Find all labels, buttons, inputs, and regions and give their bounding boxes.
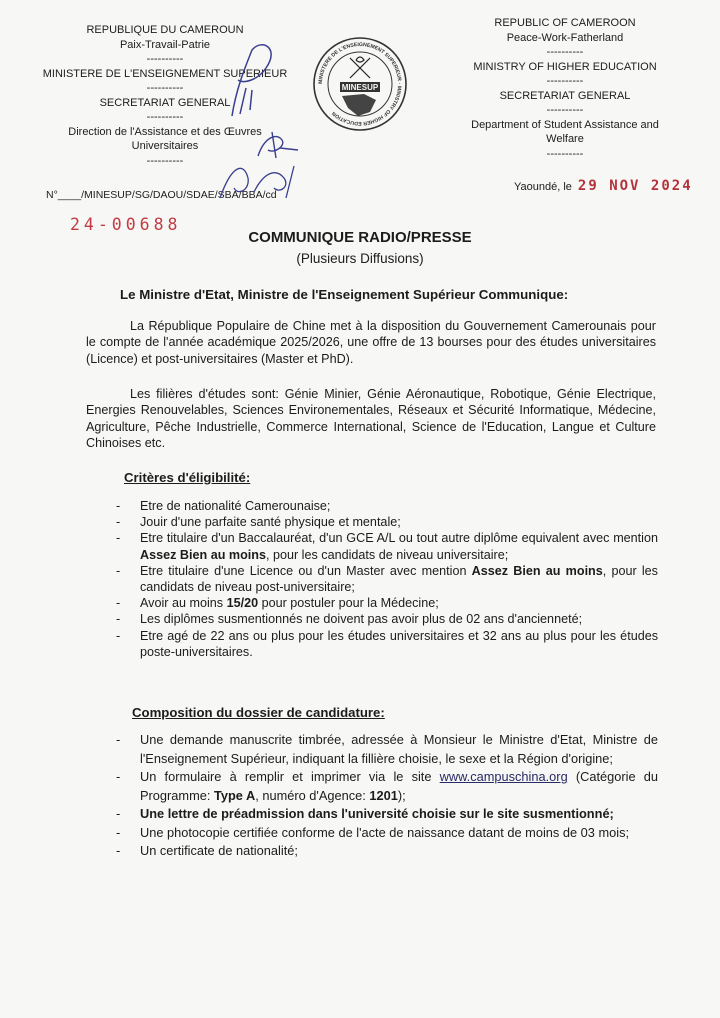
eligibility-heading: Critères d'éligibilité: (124, 470, 251, 485)
list-item: - Etre de nationalité Camerounaise; (86, 498, 658, 514)
date-prefix: Yaoundé, le (514, 181, 572, 193)
header-separator: ---------- (146, 111, 184, 123)
list-item: - Les diplômes susmentionnés ne doivent pas avoir plus de 02 ans d'ancienneté; (86, 611, 658, 627)
communique-title: COMMUNIQUE RADIO/PRESSE (248, 229, 472, 246)
header-left-direction-cont: Universitaires (131, 140, 199, 152)
header-right-motto: Peace-Work-Fatherland (506, 31, 624, 44)
header-separator: ---------- (546, 104, 584, 116)
header-right-secretariat: SECRETARIAT GENERAL (499, 89, 631, 102)
list-item: - Une photocopie certifiée conforme de l'acte de naissance datant de moins de 03 mois; (86, 824, 658, 843)
date-line (514, 178, 693, 194)
header-right (450, 16, 680, 161)
list-item: - Jouir d'une parfaite santé physique et mentale; (86, 514, 658, 530)
paragraph-fields: Les filières d'études sont: Génie Minier, Génie Aéronautique, Robotique, Génie Electrique, Energies Renouvelables, Sciences Environementales, Réseaux et Sécurité Informatique, Médecine, Agriculture, Pêche Industrielle, Commerce International, Science de l'Education, Langue et Culture Chinoises etc. (86, 387, 656, 450)
header-left (40, 23, 290, 168)
seal-ring-text: MINISTERE DE L'ENSEIGNEMENT SUPERIEUR · MINISTRY OF HIGHER EDUCATION (317, 41, 403, 127)
eligibility-list (86, 498, 658, 660)
header-right-department-cont: Welfare (546, 133, 584, 145)
header-separator: ---------- (546, 75, 584, 87)
date-stamp: 29 NOV 2024 (577, 178, 693, 194)
minesup-seal-logo (312, 36, 408, 132)
minister-line: Le Ministre d'Etat, Ministre de l'Enseignement Supérieur Communique: (120, 287, 569, 302)
list-item: - Un formulaire à remplir et imprimer via le site www.campuschina.org (Catégorie du Programme: Type A, numéro d'Agence: 1201); (86, 768, 658, 805)
header-separator: ---------- (146, 53, 184, 65)
header-left-country: REPUBLIQUE DU CAMEROUN (86, 24, 244, 36)
header-separator: ---------- (146, 154, 184, 167)
list-item: - Une demande manuscrite timbrée, adressée à Monsieur le Ministre d'Etat, Ministre de l'Enseignement Supérieur, indiquant la fillière choisie, le sexe et la Région d'origine; (86, 731, 658, 768)
header-left-direction: Direction de l'Assistance et des Œuvres (68, 125, 262, 138)
list-item: - Un certificate de nationalité; (86, 842, 658, 861)
header-left-secretariat: SECRETARIAT GENERAL (99, 96, 231, 109)
registration-number-stamp: 24-00688 (70, 215, 182, 234)
list-item: - Etre titulaire d'un Baccalauréat, d'un GCE A/L ou tout autre diplôme equivalent avec mention Assez Bien au moins, pour les candidats de niveau universitaire; (86, 530, 658, 562)
reference-number: N°____/MINESUP/SG/DAOU/SDAE/SBA/BBA/cd (46, 189, 277, 201)
list-item: - Avoir au moins 15/20 pour postuler pour la Médecine; (86, 595, 658, 611)
header-right-department: Department of Student Assistance and (471, 118, 659, 131)
seal-label: MINESUP (341, 83, 379, 92)
paragraph-offer: La République Populaire de Chine met à la disposition du Gouvernement Camerounais pour le compte de l'année académique 2025/2026, une offre de 13 bourses pour des études universitaires (Licence) et post-universitaires (Master et PhD). (86, 319, 656, 366)
header-separator: ---------- (146, 82, 184, 94)
header-left-ministry: MINISTERE DE L'ENSEIGNEMENT SUPERIEUR (42, 67, 288, 80)
list-item: - Etre titulaire d'une Licence ou d'un Master avec mention Assez Bien au moins, pour les candidats de niveau post-universitaire; (86, 563, 658, 595)
header-right-country: REPUBLIC OF CAMEROON (494, 17, 636, 29)
list-item: - Une lettre de préadmission dans l'université choisie sur le site susmentionné; (86, 805, 658, 824)
header-left-motto: Paix-Travail-Patrie (119, 38, 211, 51)
list-item: - Etre agé de 22 ans ou plus pour les études universitaires et 32 ans au plus pour les études poste-universitaires. (86, 628, 658, 660)
communique-subtitle: (Plusieurs Diffusions) (296, 251, 424, 266)
header-right-ministry: MINISTRY OF HIGHER EDUCATION (473, 60, 657, 73)
header-separator: ---------- (546, 46, 584, 58)
dossier-heading: Composition du dossier de candidature: (132, 705, 385, 720)
dossier-list (86, 731, 658, 861)
header-separator: ---------- (546, 147, 584, 160)
campuschina-link[interactable]: www.campuschina.org (439, 769, 568, 784)
